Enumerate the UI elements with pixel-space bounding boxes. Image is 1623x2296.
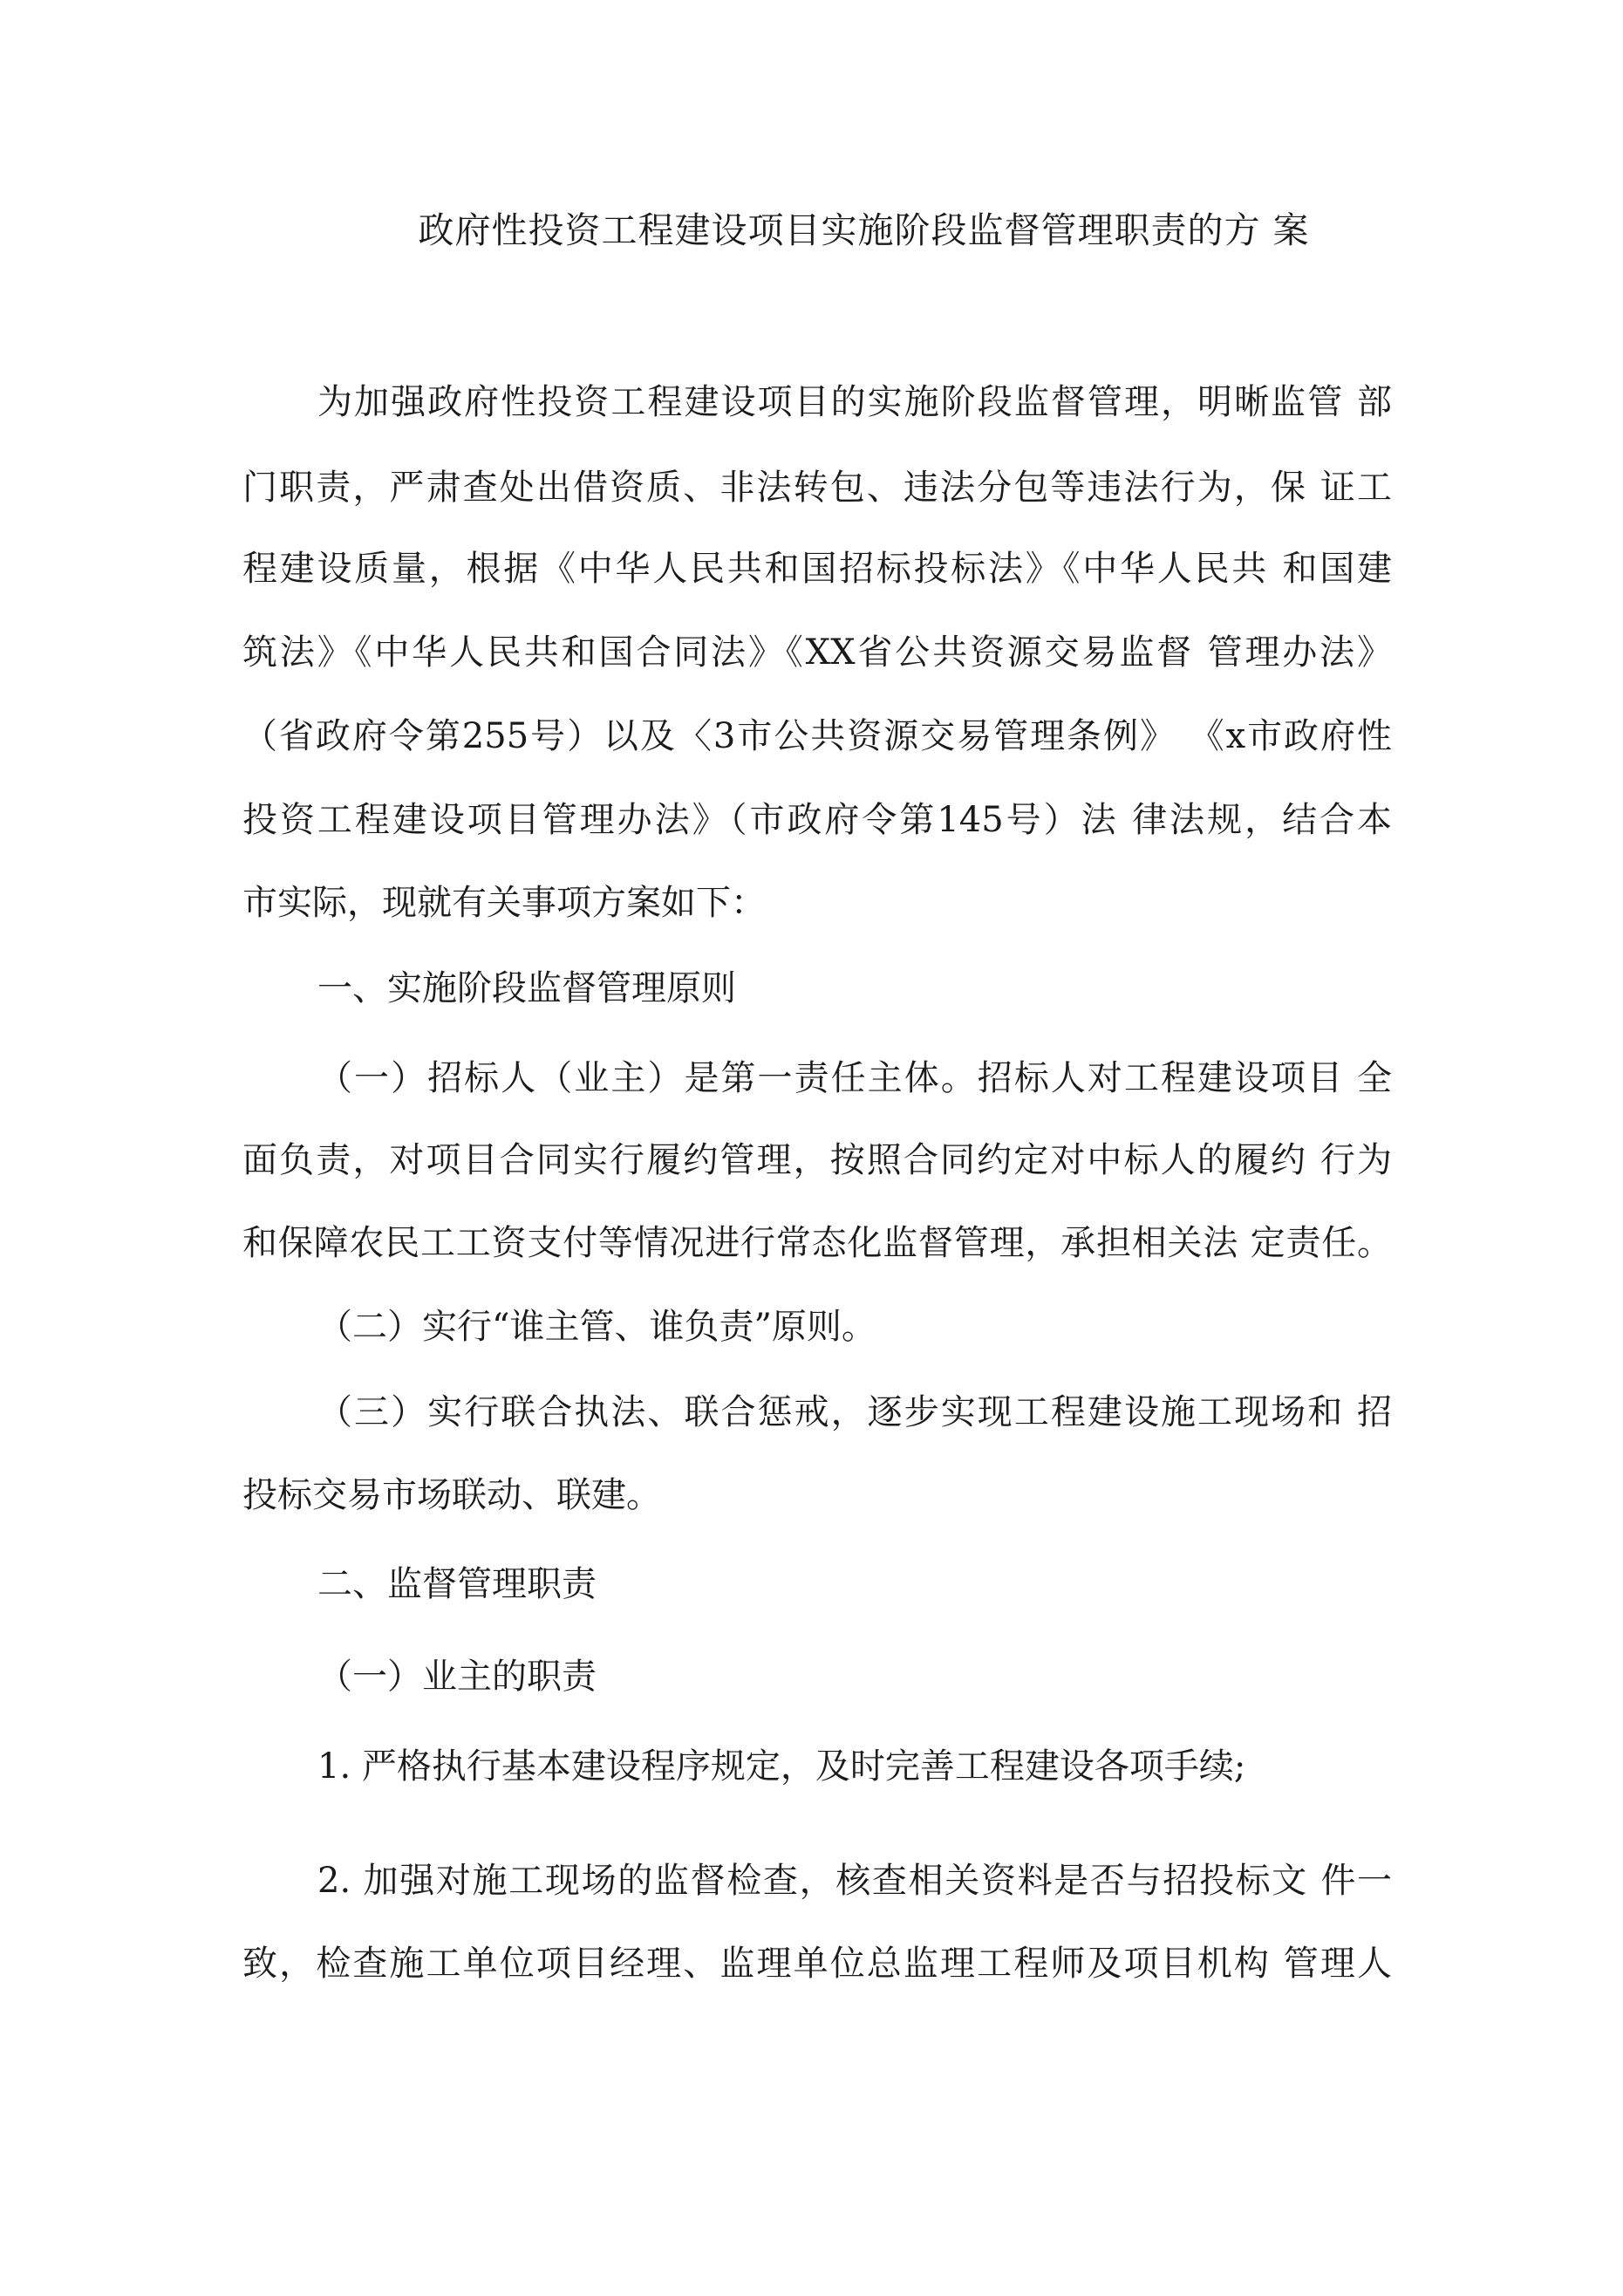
paragraph-line: 程建设质量，根据《中华人民共和国招标投标法》《中华人民共 和国建: [242, 549, 1392, 589]
paragraph-line: 市实际，现就有关事项方案如下：: [242, 883, 766, 923]
paragraph-line: （省政府令第255号）以及〈3市公共资源交易管理条例》 《x市政府性: [242, 716, 1392, 756]
paragraph-line: 致，检查施工单位项目经理、监理单位总监理工程师及项目机构 管理人: [242, 1944, 1392, 1984]
paragraph-line: （一）招标人（业主）是第一责任主体。招标人对工程建设项目 全: [317, 1058, 1392, 1098]
paragraph-line: 面负责，对项目合同实行履约管理，按照合同约定对中标人的履约 行为: [242, 1140, 1392, 1180]
paragraph-line: 投资工程建设项目管理办法》（市政府令第145号）法 律法规，结合本: [242, 800, 1392, 840]
document-title: 政府性投资工程建设项目实施阶段监督管理职责的方 案: [418, 209, 1310, 251]
paragraph-line: 为加强政府性投资工程建设项目的实施阶段监督管理，明晰监管 部: [317, 382, 1392, 422]
paragraph-line: 和保障农民工工资支付等情况进行常态化监督管理，承担相关法 定责任。: [242, 1223, 1392, 1263]
list-item: 2. 加强对施工现场的监督检查，核查相关资料是否与招投标文 件一: [317, 1861, 1392, 1901]
paragraph-line: 门职责，严肃查处出借资质、非法转包、违法分包等违法行为，保 证工: [242, 468, 1392, 508]
section-heading: 一、实施阶段监督管理原则: [317, 968, 736, 1008]
subsection-heading: （一）业主的职责: [317, 1657, 597, 1697]
paragraph-line: （三）实行联合执法、联合惩戒，逐步实现工程建设施工现场和 招: [317, 1392, 1392, 1432]
section-heading: 二、监督管理职责: [317, 1564, 597, 1604]
paragraph-line: 筑法》《中华人民共和国合同法》《XX省公共资源交易监督 管理办法》: [242, 632, 1392, 673]
paragraph-line: 投标交易市场联动、联建。: [242, 1475, 661, 1515]
list-item: 1. 严格执行基本建设程序规定，及时完善工程建设各项手续;: [317, 1746, 1246, 1787]
paragraph-line: （二）实行“谁主管、谁负责”原则。: [317, 1307, 876, 1347]
